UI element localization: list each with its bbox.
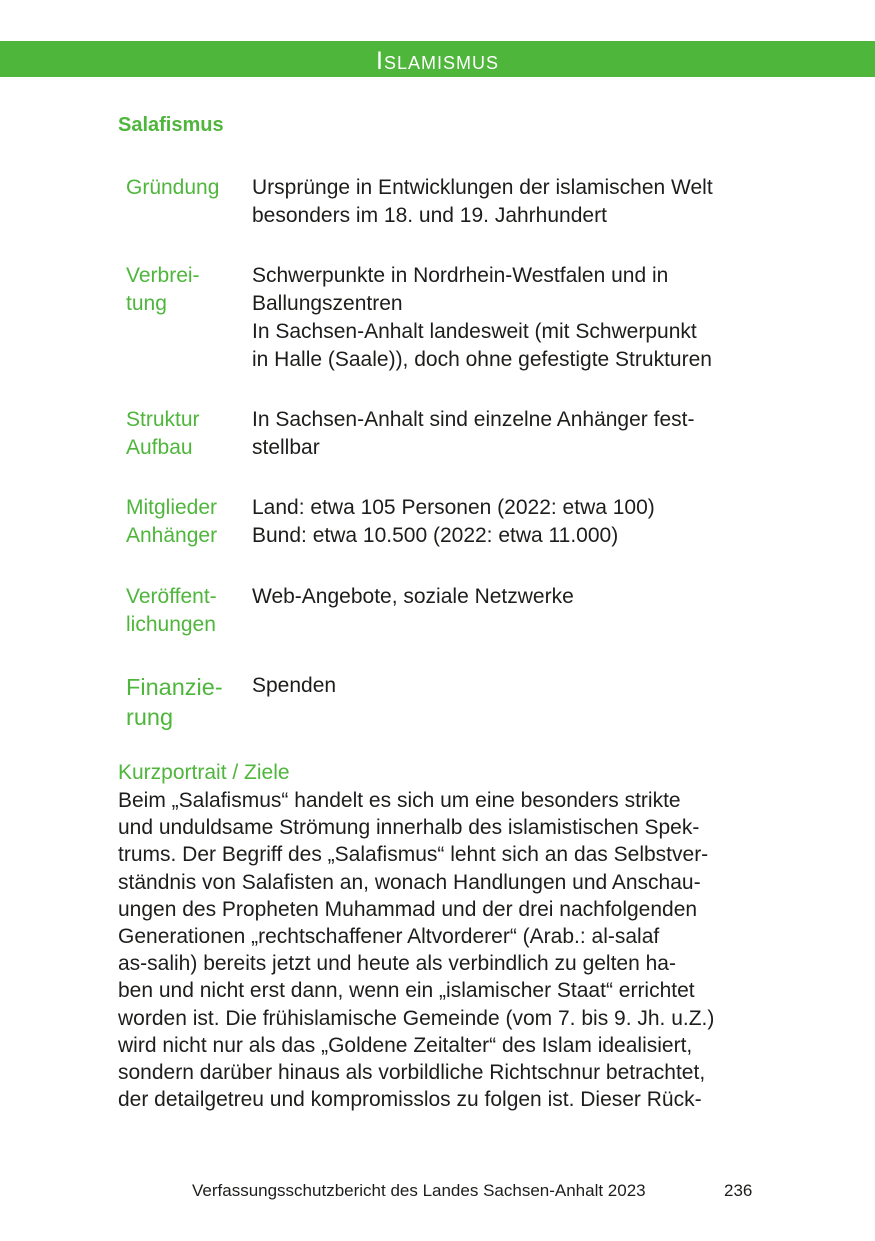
body-line: sondern darüber hinaus als vorbildliche Richtschnur betrachtet, (118, 1061, 706, 1085)
fact-value: Spenden (252, 674, 337, 697)
fact-value: In Sachsen-Anhalt sind einzelne Anhänger fest- stellbar (252, 408, 695, 459)
fact-value: Ursprünge in Entwicklungen der islamischen Welt besonders im 18. und 19. Jahrhundert (252, 176, 713, 227)
body-line: worden ist. Die frühislamische Gemeinde (vom 7. bis 9. Jh. u.Z.) (118, 1006, 715, 1030)
fact-label: Gründung (126, 176, 220, 199)
body-line: Beim „Salafismus“ handelt es sich um eine besonders strikte (118, 789, 681, 812)
fact-label: Veröffent- lichungen (126, 585, 217, 636)
fact-value: Schwerpunkte in Nordrhein-Westfalen und in Ballungszentren In Sachsen-Anhalt landesweit (mit Schwerpunkt in Halle (Saale)), doch ohne gefestigte Strukturen (252, 264, 712, 371)
fact-label: Verbrei- tung (126, 264, 200, 315)
fact-value: Land: etwa 105 Personen (2022: etwa 100) Bund: etwa 10.500 (2022: etwa 11.000) (252, 496, 655, 547)
body-line: ständnis von Salafisten an, wonach Handlungen und Anschau- (118, 870, 701, 894)
body-line: und unduldsame Strömung innerhalb des islamistischen Spek- (118, 816, 700, 840)
body-line: wird nicht nur als das „Goldene Zeitalter“ des Islam idealisiert, (118, 1033, 693, 1057)
page-header-title: Islamismus (376, 46, 499, 75)
section-title: Salafismus (118, 114, 224, 136)
body-line: Generationen „rechtschaffener Altvorderer“ (Arab.: al-salaf (118, 925, 660, 949)
fact-label: Mitglieder Anhänger (126, 496, 218, 547)
fact-value: Web-Angebote, soziale Netzwerke (252, 585, 574, 608)
body-line: ben und nicht erst dann, wenn ein „islamischer Staat“ errichtet (118, 979, 695, 1003)
kurzportrait-body (118, 787, 758, 1113)
kurzportrait-title: Kurzportrait / Ziele (118, 761, 290, 784)
header-bar (0, 41, 875, 77)
fact-label: Finanzie- rung (126, 674, 223, 730)
footer-text: Verfassungsschutzbericht des Landes Sachsen-Anhalt 2023 (192, 1181, 646, 1200)
fact-label: Struktur Aufbau (126, 408, 200, 459)
body-line: der detailgetreu und kompromisslos zu folgen ist. Dieser Rück- (118, 1088, 702, 1112)
body-line: as-salih) bereits jetzt und heute als verbindlich zu gelten ha- (118, 952, 676, 976)
body-line: ungen des Propheten Muhammad und der drei nachfolgenden (118, 897, 698, 921)
page-number: 236 (724, 1181, 753, 1200)
body-line: trums. Der Begriff des „Salafismus“ lehnt sich an das Selbstver- (118, 843, 709, 867)
